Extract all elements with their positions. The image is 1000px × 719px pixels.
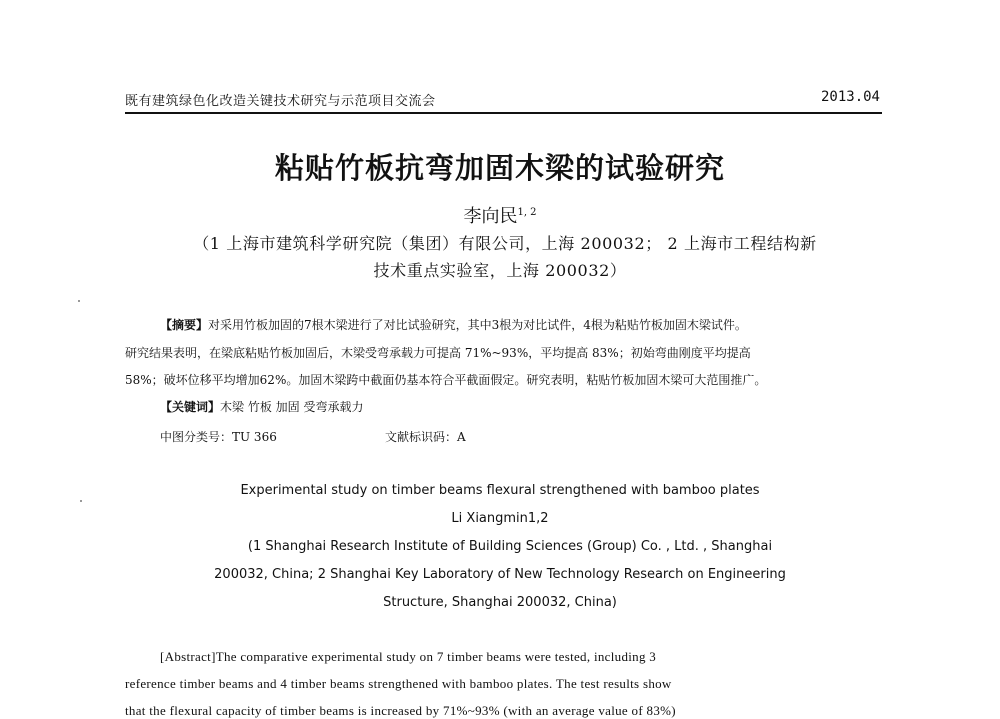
author-cn bbox=[0, 202, 1000, 228]
english-affil-line1: (1 Shanghai Research Institute of Building Sciences (Group) Co. , Ltd. , Shanghai bbox=[247, 539, 773, 554]
abstract-en-line1: [Abstract]The comparative experimental study on 7 timber beams were tested, including 3 bbox=[160, 649, 657, 664]
abstract-cn-line3: 58%；破坏位移平均增加62%。加固木梁跨中截面仍基本符合平截面假定。研究表明，粘贴竹板加固木梁可大范围推广。 bbox=[125, 373, 767, 387]
keywords-text: 木梁 竹板 加固 受弯承载力 bbox=[220, 400, 364, 414]
scan-speck bbox=[80, 500, 82, 502]
document-code: 文献标识码：A bbox=[385, 430, 466, 444]
running-header bbox=[125, 88, 882, 114]
affiliation-cn-line1: （1 上海市建筑科学研究院（集团）有限公司，上海 200032； 2 上海市工程结构新 bbox=[193, 234, 817, 253]
affiliation-cn-line2: 技术重点实验室，上海 200032） bbox=[373, 261, 627, 280]
scan-speck bbox=[78, 300, 80, 302]
english-affil-line2: 200032, China; 2 Shanghai Key Laboratory of New Technology Research on Engineering bbox=[214, 567, 786, 582]
issue-date: 2013.04 bbox=[820, 89, 880, 105]
abstract-en-line3: that the flexural capacity of timber beams is increased by 71%~93% (with an average value of 83%) bbox=[125, 703, 676, 718]
keywords-label: 【关键词】 bbox=[160, 400, 221, 414]
abstract-en-line2: reference timber beams and 4 timber beams strengthened with bamboo plates. The test results show bbox=[125, 676, 672, 691]
author-affiliation-marks: 1, 2 bbox=[517, 207, 537, 218]
abstract-cn-line2: 研究结果表明，在梁底粘贴竹板加固后，木梁受弯承载力可提高 71%~93%，平均提高 83%；初始弯曲刚度平均提高 bbox=[125, 346, 751, 360]
paper-title: 粘贴竹板抗弯加固木梁的试验研究 bbox=[274, 151, 725, 185]
abstract-cn-line1 bbox=[125, 318, 885, 332]
abstract-cn-label: 【摘要】 bbox=[160, 318, 209, 332]
english-affil-line3: Structure, Shanghai 200032, China) bbox=[383, 595, 617, 610]
english-title: Experimental study on timber beams flexural strengthened with bamboo plates bbox=[240, 483, 760, 498]
keywords-cn bbox=[125, 400, 885, 414]
author-name: 李向民 bbox=[463, 206, 518, 227]
abstract-cn-text-1: 对采用竹板加固的7根木梁进行了对比试验研究，其中3根为对比试件，4根为粘贴竹板加固木梁试件。 bbox=[208, 318, 747, 332]
conference-name: 既有建筑绿色化改造关键技术研究与示范项目交流会 bbox=[125, 94, 436, 109]
clc-number: 中图分类号：TU 366 bbox=[160, 430, 277, 444]
english-author: Li Xiangmin1,2 bbox=[451, 511, 549, 526]
